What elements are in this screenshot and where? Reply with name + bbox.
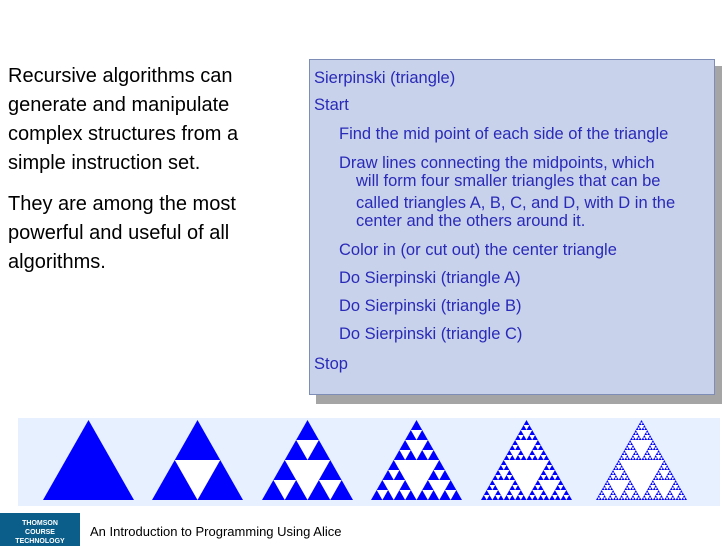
algo-line-draw-4: center and the others around it. [356, 212, 586, 230]
intro-paragraph-2: They are among the most powerful and useful of all algorithms. [8, 193, 236, 273]
sierpinski-level-0 [43, 420, 134, 500]
algo-line-recurse-c: Do Sierpinski (triangle C) [339, 325, 523, 343]
algo-line-draw-3: called triangles A, B, C, and D, with D in the [356, 194, 676, 212]
logo-line-1: THOMSON [22, 520, 58, 527]
algo-line-draw-1: Draw lines connecting the midpoints, which [339, 154, 655, 172]
algo-line-start: Start [314, 96, 349, 114]
publisher-logo [0, 513, 80, 546]
algo-line-recurse-b: Do Sierpinski (triangle B) [339, 297, 522, 315]
algo-line-recurse-a: Do Sierpinski (triangle A) [339, 269, 521, 287]
algo-line-color: Color in (or cut out) the center triangle [339, 241, 617, 259]
algo-line-title: Sierpinski (triangle) [314, 69, 456, 87]
logo-line-2: COURSE TECHNOLOGY [15, 529, 65, 545]
algo-line-stop: Stop [314, 355, 348, 373]
algo-line-midpoint: Find the mid point of each side of the triangle [339, 125, 669, 143]
algo-line-draw-2: will form four smaller triangles that can be [356, 172, 661, 190]
footer-title: An Introduction to Programming Using Alice [90, 524, 342, 539]
intro-paragraph-1: Recursive algorithms can generate and manipulate complex structures from a simple instruction set. [8, 65, 239, 174]
